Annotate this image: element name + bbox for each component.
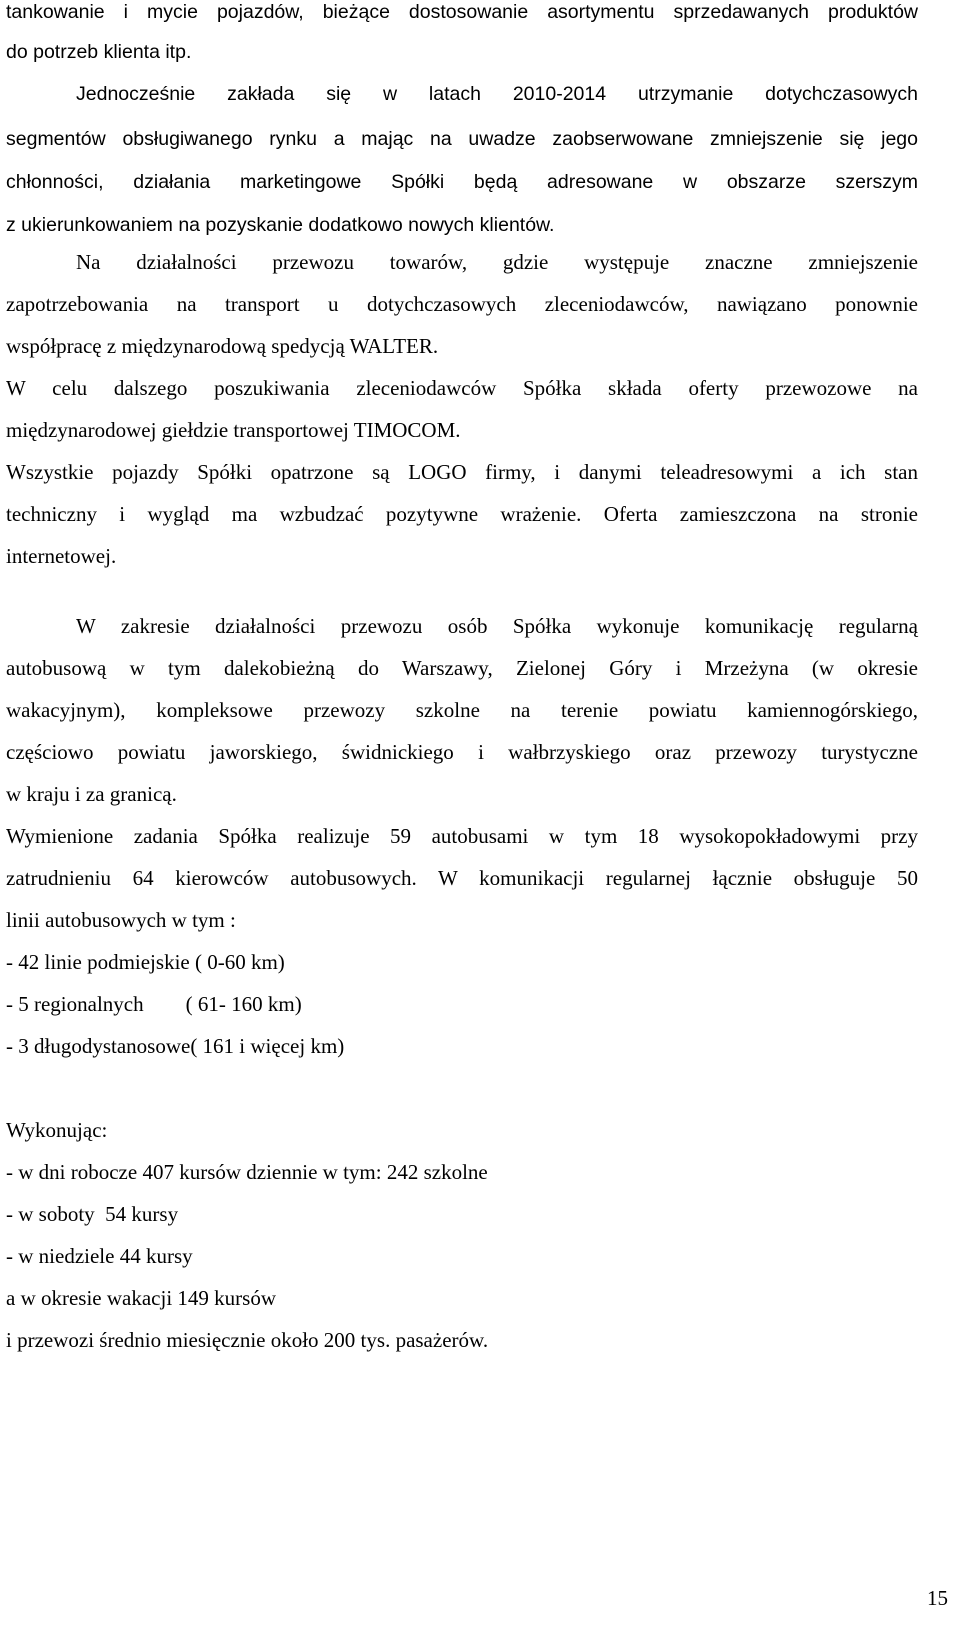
list-item: - 3 długodystanosowe( 161 i więcej km) xyxy=(6,1034,345,1058)
text-line: internetowej. xyxy=(6,544,117,568)
text-line: linii autobusowych w tym : xyxy=(6,908,236,932)
text-line: a w okresie wakacji 149 kursów xyxy=(6,1286,277,1310)
page-number: 15 xyxy=(927,1586,948,1610)
text-line: w kraju i za granicą. xyxy=(6,782,177,806)
text-line: i przewozi średnio miesięcznie około 200 tys. pasażerów. xyxy=(6,1328,489,1352)
text-line: do potrzeb klienta itp. xyxy=(6,41,192,63)
list-item: - w soboty 54 kursy xyxy=(6,1202,179,1226)
text-line: Wszystkie pojazdy Spółki opatrzone są LOGO firmy, i danymi teleadresowymi a ich stan xyxy=(6,460,918,484)
text-line: Na działalności przewozu towarów, gdzie występuje znaczne zmniejszenie xyxy=(76,250,918,274)
text-line: W celu dalszego poszukiwania zleceniodawców Spółka składa oferty przewozowe na xyxy=(6,376,918,400)
text-line: zatrudnieniu 64 kierowców autobusowych. W komunikacji regularnej łącznie obsługuje 50 xyxy=(6,866,918,890)
list-item: - 42 linie podmiejskie ( 0-60 km) xyxy=(6,950,285,974)
list-item: - w niedziele 44 kursy xyxy=(6,1244,193,1268)
text-line: wakacyjnym), kompleksowe przewozy szkolne na terenie powiatu kamiennogórskiego, xyxy=(6,698,918,722)
text-line: tankowanie i mycie pojazdów, bieżące dostosowanie asortymentu sprzedawanych produktów xyxy=(6,1,918,23)
text-line: chłonności, działania marketingowe Spółki będą adresowane w obszarze szerszym xyxy=(6,171,918,193)
text-line: W zakresie działalności przewozu osób Spółka wykonuje komunikację regularną xyxy=(76,614,918,638)
text-line: Wymienione zadania Spółka realizuje 59 autobusami w tym 18 wysokopokładowymi przy xyxy=(6,824,918,848)
text-line: współpracę z międzynarodową spedycją WALTER. xyxy=(6,334,439,358)
text-line: z ukierunkowaniem na pozyskanie dodatkowo nowych klientów. xyxy=(6,214,555,236)
text-line: techniczny i wygląd ma wzbudzać pozytywne wrażenie. Oferta zamieszczona na stronie xyxy=(6,502,918,526)
text-line: Wykonując: xyxy=(6,1118,108,1142)
text-line: międzynarodowej giełdzie transportowej TIMOCOM. xyxy=(6,418,461,442)
text-line: zapotrzebowania na transport u dotychczasowych zleceniodawców, nawiązano ponownie xyxy=(6,292,918,316)
list-item: - w dni robocze 407 kursów dziennie w tym: 242 szkolne xyxy=(6,1160,488,1184)
text-line: autobusową w tym dalekobieżną do Warszawy, Zielonej Góry i Mrzeżyna (w okresie xyxy=(6,656,918,680)
list-item: - 5 regionalnych ( 61- 160 km) xyxy=(6,992,302,1016)
text-line: Jednocześnie zakłada się w latach 2010-2014 utrzymanie dotychczasowych xyxy=(76,83,918,105)
text-line: częściowo powiatu jaworskiego, świdnickiego i wałbrzyskiego oraz przewozy turystyczne xyxy=(6,740,918,764)
text-line: segmentów obsługiwanego rynku a mając na uwadze zaobserwowane zmniejszenie się jego xyxy=(6,128,918,150)
